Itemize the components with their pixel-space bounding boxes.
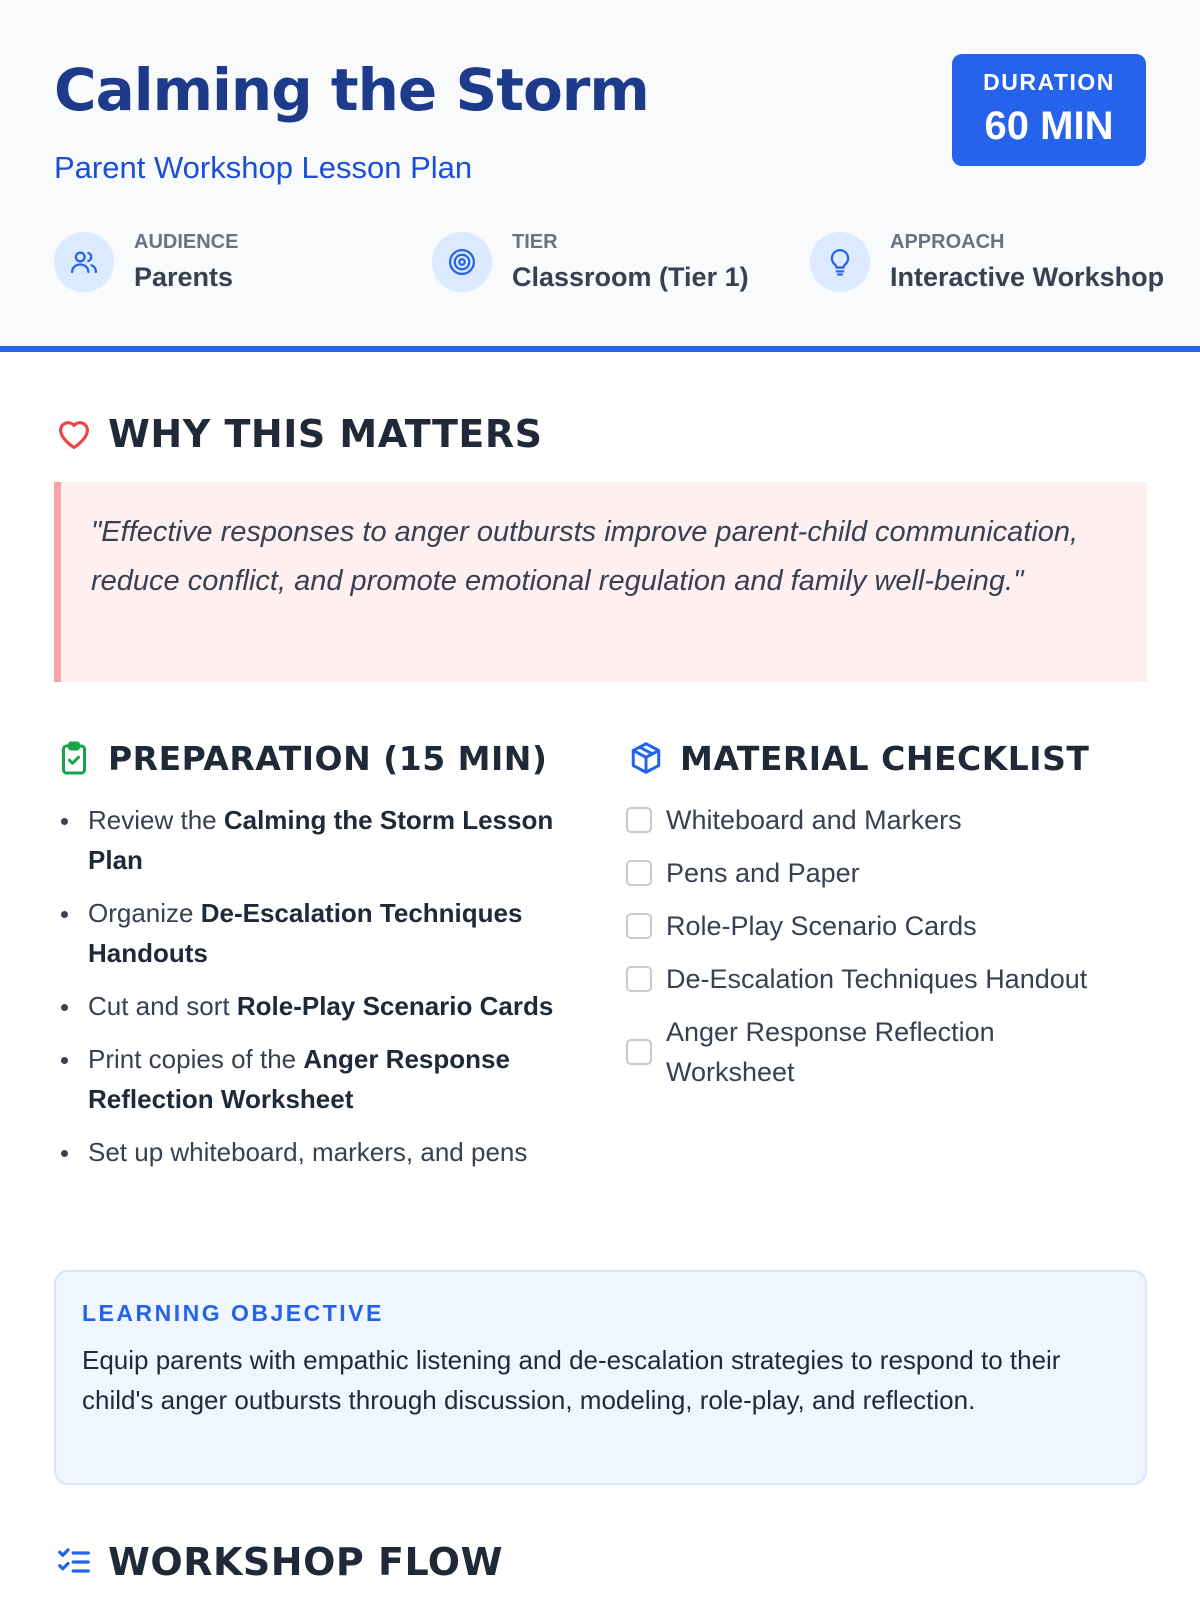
lightbulb-icon: [810, 232, 870, 292]
why-quote-text: "Effective responses to anger outbursts improve parent-child communication, reduce conflict, and promote emotional regulation and family well-being.": [91, 516, 1079, 597]
checklist-item-label: Anger Response Reflection Worksheet: [666, 1017, 995, 1087]
learning-objective-text: Equip parents with empathic listening and de-escalation strategies to respond to their child's anger outbursts through discussion, modeling, role-play, and reflection.: [82, 1345, 1061, 1415]
users-icon: [54, 232, 114, 292]
meta-tier-value: Classroom (Tier 1): [512, 262, 749, 292]
learning-objective-label: LEARNING OBJECTIVE: [82, 1300, 384, 1326]
list-item: Cut and sort Role-Play Scenario Cards: [58, 986, 588, 1026]
clipboard-check-icon: [54, 738, 94, 778]
list-item: Print copies of the Anger Response Reflection Worksheet: [58, 1039, 588, 1119]
list-check-icon: [54, 1542, 94, 1582]
workshop-flow-heading: [54, 1540, 503, 1584]
preparation-list: [58, 800, 588, 1185]
materials-heading: [626, 738, 1089, 778]
materials-heading-text: MATERIAL CHECKLIST: [680, 738, 1090, 778]
box-icon: [626, 738, 666, 778]
page-title: Calming the Storm: [54, 56, 649, 124]
heart-icon: [54, 414, 94, 454]
learning-objective-card: [54, 1270, 1147, 1485]
meta-approach-label: APPROACH: [890, 231, 1005, 253]
meta-audience-label: AUDIENCE: [134, 231, 239, 253]
material-checklist: [626, 800, 1146, 1105]
duration-badge: [952, 54, 1146, 166]
list-item: Set up whiteboard, markers, and pens: [58, 1132, 588, 1172]
meta-approach-value: Interactive Workshop: [890, 262, 1165, 292]
checklist-item: [626, 1012, 1146, 1092]
lesson-header: [0, 0, 1200, 352]
page-subtitle: Parent Workshop Lesson Plan: [54, 150, 473, 185]
checklist-item: [626, 853, 1146, 893]
checklist-item: [626, 800, 1146, 840]
preparation-heading-text: PREPARATION (15 MIN): [108, 738, 548, 778]
duration-value: 60 MIN: [984, 104, 1114, 148]
checkbox[interactable]: [626, 860, 652, 886]
checklist-item-label: De-Escalation Techniques Handout: [666, 964, 1088, 994]
checklist-item: [626, 906, 1146, 946]
why-quote: [54, 482, 1147, 682]
checklist-item-label: Role-Play Scenario Cards: [666, 911, 977, 941]
checklist-item-label: Pens and Paper: [666, 858, 860, 888]
target-icon: [432, 232, 492, 292]
list-item: Organize De-Escalation Techniques Handouts: [58, 893, 588, 973]
checkbox[interactable]: [626, 913, 652, 939]
duration-label: DURATION: [983, 69, 1115, 95]
checklist-item-label: Whiteboard and Markers: [666, 805, 962, 835]
meta-row: [54, 230, 1165, 294]
list-item: Review the Calming the Storm Lesson Plan: [58, 800, 588, 880]
workshop-flow-heading-text: WORKSHOP FLOW: [108, 1540, 504, 1584]
checkbox[interactable]: [626, 1039, 652, 1065]
meta-tier-label: TIER: [512, 231, 558, 253]
checklist-item: [626, 959, 1146, 999]
meta-audience-value: Parents: [134, 262, 234, 292]
checkbox[interactable]: [626, 966, 652, 992]
why-heading-text: WHY THIS MATTERS: [108, 412, 543, 456]
checkbox[interactable]: [626, 807, 652, 833]
why-heading: [54, 412, 543, 456]
preparation-heading: [54, 738, 547, 778]
